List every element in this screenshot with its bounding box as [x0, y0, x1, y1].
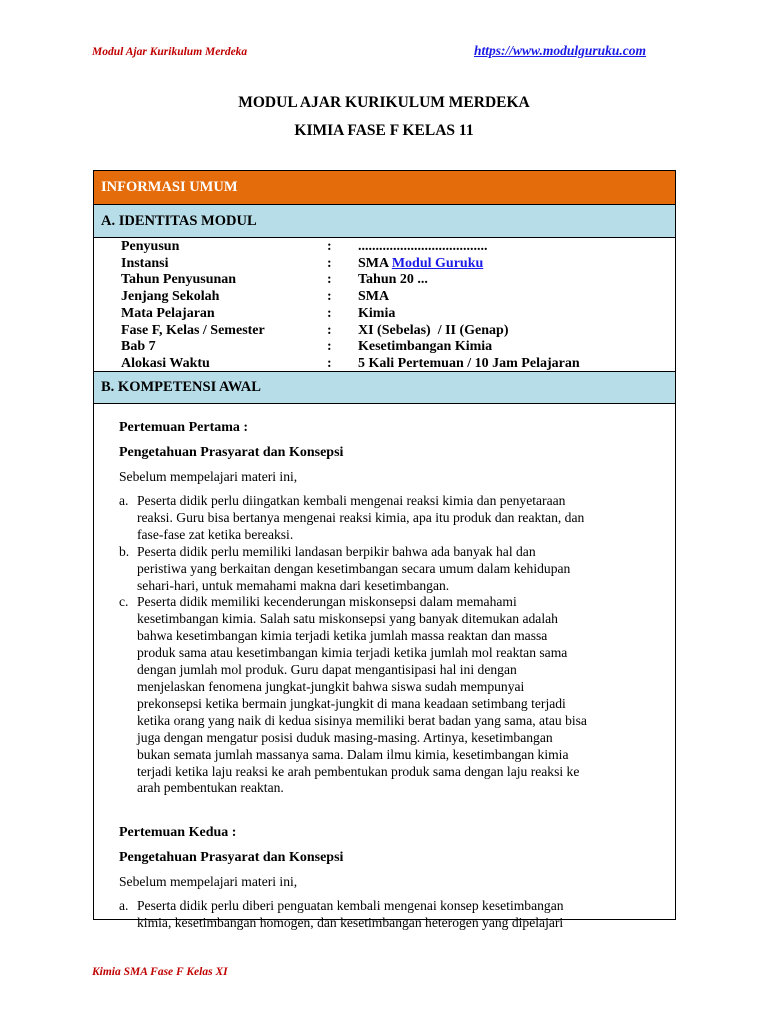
- identitas-label: Fase F, Kelas / Semester: [121, 322, 265, 338]
- identitas-colon: :: [327, 322, 332, 338]
- header-doc-title: Modul Ajar Kurikulum Merdeka: [92, 46, 248, 58]
- meeting1-subtitle: Pengetahuan Prasyarat dan Konsepsi: [119, 445, 344, 460]
- identitas-value-text: SMA: [358, 255, 392, 271]
- section-kompetensi-awal: B. KOMPETENSI AWAL: [94, 371, 675, 404]
- list-item-line: bahwa kesetimbangan kimia terjadi ketika jumlah massa reaktan dan massa: [137, 628, 548, 644]
- header-website-link[interactable]: https://www.modulguruku.com: [474, 43, 647, 58]
- document-title: MODUL AJAR KURIKULUM MERDEKA: [238, 94, 530, 111]
- list-marker: c.: [119, 594, 129, 610]
- module-info-table: [93, 170, 676, 931]
- list-item: [119, 898, 675, 932]
- meeting1-intro: Sebelum mempelajari materi ini,: [119, 469, 298, 484]
- list-item-text: [137, 544, 570, 595]
- identitas-label: Tahun Penyusunan: [121, 272, 237, 288]
- list-marker: a.: [119, 898, 129, 914]
- identitas-value: [358, 256, 483, 273]
- identitas-colon: :: [327, 305, 332, 321]
- identitas-colon: :: [327, 272, 332, 288]
- list-item-line: prekonsepsi ketika bermain jungkat-jungkit di mana keadaan setimbang terjadi: [137, 695, 566, 711]
- identitas-colon: :: [327, 355, 332, 371]
- identitas-value: [358, 356, 580, 373]
- identitas-colon: :: [327, 339, 332, 355]
- list-item-text: [137, 898, 564, 932]
- list-item-line: terjadi ketika laju reaksi ke arah pembentukan produk sama dengan laju reaksi ke: [137, 763, 580, 779]
- list-item-line: Peserta didik perlu diingatkan kembali mengenai reaksi kimia dan penyetaraan: [137, 493, 566, 508]
- identitas-value: [358, 239, 488, 256]
- identitas-value-text: .....................................: [358, 239, 488, 254]
- list-item-line: peristiwa yang berkaitan dengan kesetimbangan secara umum dalam kehidupan: [137, 560, 571, 576]
- identitas-row: [121, 306, 675, 323]
- list-item: [119, 594, 675, 797]
- identitas-colon: :: [327, 289, 332, 305]
- list-item-text: [137, 493, 584, 544]
- identitas-colon: :: [327, 255, 332, 271]
- identitas-value-text: Tahun 20 ...: [358, 272, 428, 288]
- list-item-line: Peserta didik perlu diberi penguatan kembali mengenai konsep kesetimbangan: [137, 898, 564, 914]
- list-item-line: dengan jumlah mol produk. Guru dapat mengantisipasi hal ini dengan: [137, 662, 517, 678]
- identitas-row: [121, 256, 675, 273]
- identitas-value-text: SMA: [358, 289, 390, 305]
- list-item-line: fase-fase zat ketika bereaksi.: [137, 526, 294, 542]
- meeting2-title: Pertemuan Kedua :: [119, 825, 237, 841]
- list-item-line: bukan semata jumlah massanya sama. Dalam ilmu kimia, kesetimbangan kimia: [137, 746, 569, 762]
- list-item-line: Peserta didik memiliki kecenderungan miskonsepsi dalam memahami: [137, 594, 517, 610]
- identitas-row: [121, 272, 675, 289]
- identitas-label: Jenjang Sekolah: [121, 289, 220, 305]
- identitas-row: [121, 323, 675, 340]
- section-identitas-modul: A. IDENTITAS MODUL: [94, 205, 675, 238]
- identitas-label: Instansi: [121, 255, 169, 271]
- list-item-text: [137, 594, 587, 797]
- list-item: [119, 544, 675, 595]
- document-subtitle: KIMIA FASE F KELAS 11: [294, 122, 474, 139]
- meeting2-subtitle: Pengetahuan Prasyarat dan Konsepsi: [119, 850, 344, 866]
- identitas-value-text: XI (Sebelas) / II (Genap): [358, 322, 509, 338]
- list-item-line: produk sama atau kesetimbangan kimia terjadi ketika jumlah mol reaktan sama: [137, 645, 568, 661]
- identitas-label: Alokasi Waktu: [121, 355, 210, 371]
- identitas-colon: :: [327, 239, 332, 254]
- identitas-value: [358, 323, 509, 340]
- list-item-line: Peserta didik perlu memiliki landasan berpikir bahwa ada banyak hal dan: [137, 543, 536, 559]
- meeting2-intro: Sebelum mempelajari materi ini,: [119, 874, 298, 890]
- list-marker: b.: [119, 543, 130, 559]
- identitas-label: Mata Pelajaran: [121, 305, 215, 321]
- identitas-row: [121, 289, 675, 306]
- list-item-line: kesetimbangan kimia. Salah satu miskonsepsi yang banyak ditemukan adalah: [137, 611, 558, 627]
- identitas-row: [121, 239, 675, 256]
- list-item-line: menjelaskan fenomena jungkat-jungkit bahwa siswa sudah mempunyai: [137, 678, 525, 694]
- meeting1-list: [119, 493, 675, 797]
- list-item: [119, 493, 675, 544]
- identitas-value-text: 5 Kali Pertemuan / 10 Jam Pelajaran: [358, 355, 580, 371]
- identitas-row: [121, 339, 675, 356]
- list-item-line: reaksi. Guru bisa bertanya mengenai reaksi kimia, apa itu produk dan reaktan, dan: [137, 509, 585, 525]
- list-item-line: arah pembentukan reaktan.: [137, 780, 284, 796]
- meeting2-list: [119, 898, 675, 932]
- list-item-line: ketika orang yang naik di kedua sisinya memiliki berat badan yang sama, atau bisa: [137, 712, 587, 728]
- meeting1-title: Pertemuan Pertama :: [119, 420, 249, 435]
- list-item-line: sehari-hari, untuk memahami makna dari kesetimbangan.: [137, 577, 450, 593]
- identitas-value-text: Kimia: [358, 305, 396, 321]
- list-item-line: juga dengan mengatur posisi duduk masing-masing. Artinya, kesetimbangan: [137, 729, 553, 745]
- section-informasi-umum: INFORMASI UMUM: [94, 171, 675, 205]
- kompetensi-content: [94, 420, 675, 932]
- identitas-value: [358, 339, 492, 356]
- list-marker: a.: [119, 493, 129, 508]
- identitas-value-text: Kesetimbangan Kimia: [358, 339, 493, 355]
- identitas-value: [358, 289, 389, 306]
- footer-text: Kimia SMA Fase F Kelas XI: [92, 966, 228, 978]
- identitas-list: [94, 238, 675, 371]
- instansi-link[interactable]: Modul Guruku: [391, 255, 484, 271]
- identitas-value: [358, 272, 428, 289]
- list-item-line: kimia, kesetimbangan homogen, dan kesetimbangan heterogen yang dipelajari: [137, 915, 564, 931]
- identitas-label: Penyusun: [121, 239, 180, 254]
- identitas-label: Bab 7: [121, 339, 156, 355]
- identitas-value: [358, 306, 395, 323]
